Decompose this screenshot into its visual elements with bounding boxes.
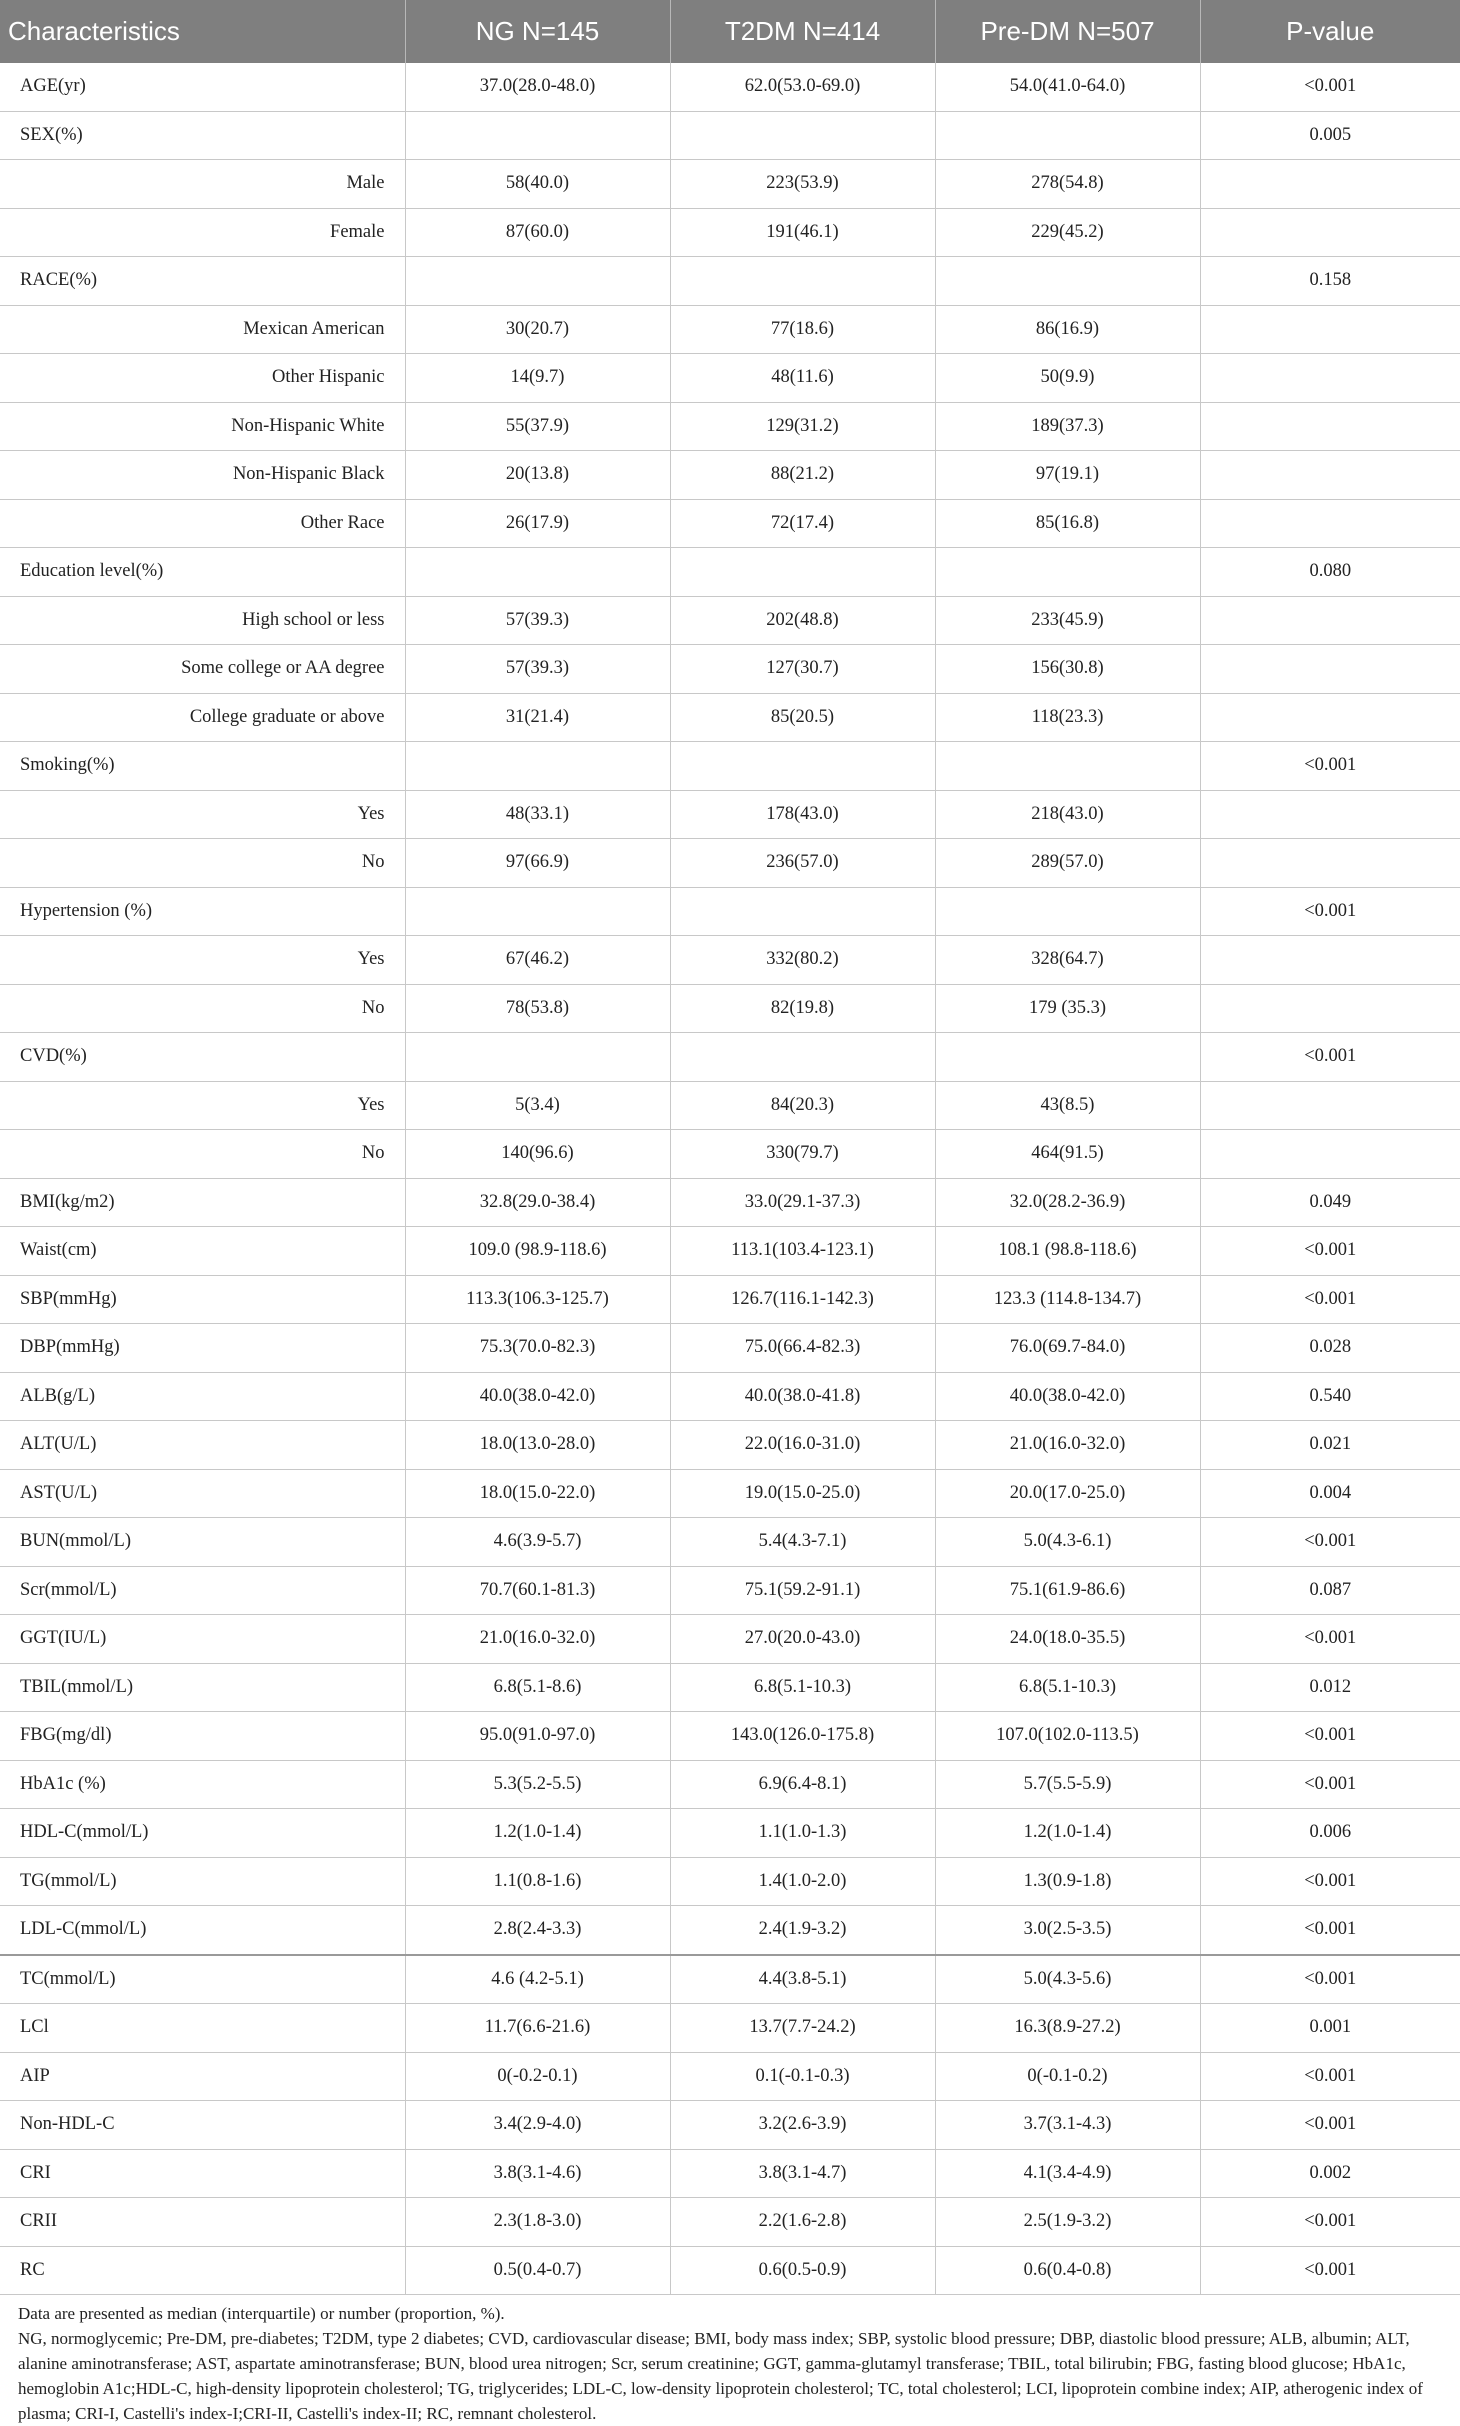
table-row bbox=[0, 1663, 1460, 1712]
characteristic-label: TC(mmol/L) bbox=[0, 1955, 405, 2004]
p-value-cell bbox=[1200, 839, 1460, 888]
p-value-cell: 0.002 bbox=[1200, 2149, 1460, 2198]
characteristic-label: Yes bbox=[0, 790, 405, 839]
characteristic-label: Some college or AA degree bbox=[0, 645, 405, 694]
pre-dm-value-cell bbox=[935, 548, 1200, 597]
ng-value-cell: 57(39.3) bbox=[405, 596, 670, 645]
ng-value-cell bbox=[405, 257, 670, 306]
p-value-cell: 0.005 bbox=[1200, 111, 1460, 160]
t2dm-value-cell bbox=[670, 742, 935, 791]
header-p-value: P-value bbox=[1200, 0, 1460, 63]
table-row bbox=[0, 2246, 1460, 2295]
ng-value-cell: 40.0(38.0-42.0) bbox=[405, 1372, 670, 1421]
pre-dm-value-cell bbox=[935, 257, 1200, 306]
footnote-abbreviations: NG, normoglycemic; Pre-DM, pre-diabetes; T2DM, type 2 diabetes; CVD, cardiovascular disease; BMI, body mass index; SBP, systolic blood pressure; DBP, diastolic blood pressure; ALB, albumin; ALT, alanine aminotransferase; AST, aspartate aminotransferase; BUN, blood urea nitrogen; Scr, serum creatinine; GGT, gamma-glutamyl transferase; TBIL, total bilirubin; FBG, fasting blood glucose; HbA1c, hemoglobin A1c;HDL-C, high-density lipoprotein cholesterol; TG, triglycerides; LDL-C, low-density lipoprotein cholesterol; TC, total cholesterol; LCI, lipoprotein combine index; AIP, atherogenic index of plasma; CRI-I, Castelli's index-I;CRI-II, Castelli's index-II; RC, remnant cholesterol. bbox=[18, 2329, 1423, 2423]
ng-value-cell: 70.7(60.1-81.3) bbox=[405, 1566, 670, 1615]
t2dm-value-cell: 332(80.2) bbox=[670, 936, 935, 985]
characteristic-label: ALT(U/L) bbox=[0, 1421, 405, 1470]
pre-dm-value-cell: 233(45.9) bbox=[935, 596, 1200, 645]
p-value-cell: <0.001 bbox=[1200, 1033, 1460, 1082]
characteristic-label: HDL-C(mmol/L) bbox=[0, 1809, 405, 1858]
ng-value-cell: 113.3(106.3-125.7) bbox=[405, 1275, 670, 1324]
t2dm-value-cell bbox=[670, 111, 935, 160]
characteristic-label: Non-HDL-C bbox=[0, 2101, 405, 2150]
t2dm-value-cell: 3.2(2.6-3.9) bbox=[670, 2101, 935, 2150]
p-value-cell bbox=[1200, 1130, 1460, 1179]
pre-dm-value-cell: 24.0(18.0-35.5) bbox=[935, 1615, 1200, 1664]
ng-value-cell: 97(66.9) bbox=[405, 839, 670, 888]
ng-value-cell: 78(53.8) bbox=[405, 984, 670, 1033]
pre-dm-value-cell: 328(64.7) bbox=[935, 936, 1200, 985]
p-value-cell bbox=[1200, 402, 1460, 451]
pre-dm-value-cell: 43(8.5) bbox=[935, 1081, 1200, 1130]
t2dm-value-cell: 75.1(59.2-91.1) bbox=[670, 1566, 935, 1615]
table-row bbox=[0, 1518, 1460, 1567]
table-row bbox=[0, 1421, 1460, 1470]
table-row bbox=[0, 257, 1460, 306]
characteristic-label: Waist(cm) bbox=[0, 1227, 405, 1276]
pre-dm-value-cell: 3.7(3.1-4.3) bbox=[935, 2101, 1200, 2150]
characteristic-label: CVD(%) bbox=[0, 1033, 405, 1082]
pre-dm-value-cell: 5.7(5.5-5.9) bbox=[935, 1760, 1200, 1809]
pre-dm-value-cell: 75.1(61.9-86.6) bbox=[935, 1566, 1200, 1615]
table-body bbox=[0, 63, 1460, 2295]
characteristic-label: DBP(mmHg) bbox=[0, 1324, 405, 1373]
p-value-cell bbox=[1200, 354, 1460, 403]
ng-value-cell: 67(46.2) bbox=[405, 936, 670, 985]
p-value-cell: <0.001 bbox=[1200, 1227, 1460, 1276]
table-row bbox=[0, 936, 1460, 985]
p-value-cell bbox=[1200, 451, 1460, 500]
table-row bbox=[0, 111, 1460, 160]
table-row bbox=[0, 1906, 1460, 1955]
pre-dm-value-cell: 0(-0.1-0.2) bbox=[935, 2052, 1200, 2101]
table-footnotes bbox=[0, 2295, 1460, 2426]
ng-value-cell: 4.6 (4.2-5.1) bbox=[405, 1955, 670, 2004]
characteristic-label: Other Race bbox=[0, 499, 405, 548]
ng-value-cell: 57(39.3) bbox=[405, 645, 670, 694]
characteristic-label: CRI bbox=[0, 2149, 405, 2198]
t2dm-value-cell: 0.1(-0.1-0.3) bbox=[670, 2052, 935, 2101]
table-row bbox=[0, 839, 1460, 888]
table-row bbox=[0, 645, 1460, 694]
t2dm-value-cell: 143.0(126.0-175.8) bbox=[670, 1712, 935, 1761]
p-value-cell bbox=[1200, 208, 1460, 257]
ng-value-cell: 18.0(15.0-22.0) bbox=[405, 1469, 670, 1518]
table-row bbox=[0, 354, 1460, 403]
characteristic-label: BMI(kg/m2) bbox=[0, 1178, 405, 1227]
table-row bbox=[0, 1275, 1460, 1324]
characteristic-label: ALB(g/L) bbox=[0, 1372, 405, 1421]
ng-value-cell: 6.8(5.1-8.6) bbox=[405, 1663, 670, 1712]
t2dm-value-cell: 191(46.1) bbox=[670, 208, 935, 257]
table-row bbox=[0, 63, 1460, 111]
table-row bbox=[0, 887, 1460, 936]
pre-dm-value-cell: 107.0(102.0-113.5) bbox=[935, 1712, 1200, 1761]
table-row bbox=[0, 1760, 1460, 1809]
p-value-cell: <0.001 bbox=[1200, 2246, 1460, 2295]
p-value-cell: 0.080 bbox=[1200, 548, 1460, 597]
p-value-cell: 0.028 bbox=[1200, 1324, 1460, 1373]
pre-dm-value-cell: 1.2(1.0-1.4) bbox=[935, 1809, 1200, 1858]
p-value-cell: <0.001 bbox=[1200, 1615, 1460, 1664]
ng-value-cell: 55(37.9) bbox=[405, 402, 670, 451]
ng-value-cell: 18.0(13.0-28.0) bbox=[405, 1421, 670, 1470]
t2dm-value-cell: 2.4(1.9-3.2) bbox=[670, 1906, 935, 1955]
ng-value-cell: 58(40.0) bbox=[405, 160, 670, 209]
t2dm-value-cell: 178(43.0) bbox=[670, 790, 935, 839]
t2dm-value-cell bbox=[670, 257, 935, 306]
header-t2dm: T2DM N=414 bbox=[670, 0, 935, 63]
p-value-cell: <0.001 bbox=[1200, 2101, 1460, 2150]
pre-dm-value-cell: 5.0(4.3-5.6) bbox=[935, 1955, 1200, 2004]
t2dm-value-cell: 88(21.2) bbox=[670, 451, 935, 500]
t2dm-value-cell: 1.1(1.0-1.3) bbox=[670, 1809, 935, 1858]
ng-value-cell: 1.2(1.0-1.4) bbox=[405, 1809, 670, 1858]
p-value-cell bbox=[1200, 936, 1460, 985]
characteristic-label: HbA1c (%) bbox=[0, 1760, 405, 1809]
characteristic-label: RACE(%) bbox=[0, 257, 405, 306]
p-value-cell bbox=[1200, 305, 1460, 354]
pre-dm-value-cell: 289(57.0) bbox=[935, 839, 1200, 888]
t2dm-value-cell: 330(79.7) bbox=[670, 1130, 935, 1179]
t2dm-value-cell: 127(30.7) bbox=[670, 645, 935, 694]
ng-value-cell: 30(20.7) bbox=[405, 305, 670, 354]
t2dm-value-cell: 72(17.4) bbox=[670, 499, 935, 548]
pre-dm-value-cell: 32.0(28.2-36.9) bbox=[935, 1178, 1200, 1227]
characteristic-label: RC bbox=[0, 2246, 405, 2295]
p-value-cell: 0.012 bbox=[1200, 1663, 1460, 1712]
ng-value-cell: 1.1(0.8-1.6) bbox=[405, 1857, 670, 1906]
ng-value-cell: 3.4(2.9-4.0) bbox=[405, 2101, 670, 2150]
pre-dm-value-cell: 179 (35.3) bbox=[935, 984, 1200, 1033]
ng-value-cell bbox=[405, 742, 670, 791]
table-row bbox=[0, 305, 1460, 354]
pre-dm-value-cell bbox=[935, 1033, 1200, 1082]
ng-value-cell: 2.8(2.4-3.3) bbox=[405, 1906, 670, 1955]
characteristic-label: AIP bbox=[0, 2052, 405, 2101]
pre-dm-value-cell: 156(30.8) bbox=[935, 645, 1200, 694]
characteristic-label: AGE(yr) bbox=[0, 63, 405, 111]
p-value-cell: <0.001 bbox=[1200, 2198, 1460, 2247]
table-row bbox=[0, 1566, 1460, 1615]
table-row bbox=[0, 548, 1460, 597]
pre-dm-value-cell: 97(19.1) bbox=[935, 451, 1200, 500]
ng-value-cell: 0.5(0.4-0.7) bbox=[405, 2246, 670, 2295]
pre-dm-value-cell: 189(37.3) bbox=[935, 402, 1200, 451]
t2dm-value-cell: 113.1(103.4-123.1) bbox=[670, 1227, 935, 1276]
characteristic-label: TBIL(mmol/L) bbox=[0, 1663, 405, 1712]
ng-value-cell: 32.8(29.0-38.4) bbox=[405, 1178, 670, 1227]
characteristic-label: Scr(mmol/L) bbox=[0, 1566, 405, 1615]
table-row bbox=[0, 1372, 1460, 1421]
t2dm-value-cell: 84(20.3) bbox=[670, 1081, 935, 1130]
t2dm-value-cell: 126.7(116.1-142.3) bbox=[670, 1275, 935, 1324]
table-row bbox=[0, 1130, 1460, 1179]
footnote-data-presentation: Data are presented as median (interquartile) or number (proportion, %). bbox=[18, 2304, 505, 2323]
characteristic-label: Non-Hispanic Black bbox=[0, 451, 405, 500]
pre-dm-value-cell: 464(91.5) bbox=[935, 1130, 1200, 1179]
table-row bbox=[0, 1324, 1460, 1373]
characteristic-label: Yes bbox=[0, 1081, 405, 1130]
table-header bbox=[0, 0, 1460, 63]
p-value-cell bbox=[1200, 984, 1460, 1033]
table-row bbox=[0, 451, 1460, 500]
characteristic-label: High school or less bbox=[0, 596, 405, 645]
t2dm-value-cell: 13.7(7.7-24.2) bbox=[670, 2004, 935, 2053]
table-row bbox=[0, 596, 1460, 645]
pre-dm-value-cell: 229(45.2) bbox=[935, 208, 1200, 257]
characteristic-label: No bbox=[0, 984, 405, 1033]
pre-dm-value-cell bbox=[935, 111, 1200, 160]
table-row bbox=[0, 1178, 1460, 1227]
ng-value-cell: 20(13.8) bbox=[405, 451, 670, 500]
ng-value-cell: 14(9.7) bbox=[405, 354, 670, 403]
characteristic-label: LCl bbox=[0, 2004, 405, 2053]
t2dm-value-cell: 4.4(3.8-5.1) bbox=[670, 1955, 935, 2004]
characteristic-label: FBG(mg/dl) bbox=[0, 1712, 405, 1761]
table-row bbox=[0, 1469, 1460, 1518]
table-row bbox=[0, 693, 1460, 742]
table-row bbox=[0, 1081, 1460, 1130]
t2dm-value-cell: 202(48.8) bbox=[670, 596, 935, 645]
p-value-cell bbox=[1200, 693, 1460, 742]
p-value-cell: 0.021 bbox=[1200, 1421, 1460, 1470]
ng-value-cell: 0(-0.2-0.1) bbox=[405, 2052, 670, 2101]
characteristic-label: CRII bbox=[0, 2198, 405, 2247]
pre-dm-value-cell: 2.5(1.9-3.2) bbox=[935, 2198, 1200, 2247]
p-value-cell: 0.001 bbox=[1200, 2004, 1460, 2053]
pre-dm-value-cell: 54.0(41.0-64.0) bbox=[935, 63, 1200, 111]
t2dm-value-cell: 19.0(15.0-25.0) bbox=[670, 1469, 935, 1518]
pre-dm-value-cell bbox=[935, 887, 1200, 936]
t2dm-value-cell: 236(57.0) bbox=[670, 839, 935, 888]
ng-value-cell: 75.3(70.0-82.3) bbox=[405, 1324, 670, 1373]
t2dm-value-cell: 2.2(1.6-2.8) bbox=[670, 2198, 935, 2247]
pre-dm-value-cell: 86(16.9) bbox=[935, 305, 1200, 354]
ng-value-cell: 5(3.4) bbox=[405, 1081, 670, 1130]
pre-dm-value-cell: 118(23.3) bbox=[935, 693, 1200, 742]
pre-dm-value-cell: 123.3 (114.8-134.7) bbox=[935, 1275, 1200, 1324]
p-value-cell bbox=[1200, 645, 1460, 694]
t2dm-value-cell: 82(19.8) bbox=[670, 984, 935, 1033]
p-value-cell bbox=[1200, 790, 1460, 839]
t2dm-value-cell: 62.0(53.0-69.0) bbox=[670, 63, 935, 111]
characteristic-label: College graduate or above bbox=[0, 693, 405, 742]
p-value-cell: <0.001 bbox=[1200, 1712, 1460, 1761]
table-row bbox=[0, 1955, 1460, 2004]
t2dm-value-cell: 77(18.6) bbox=[670, 305, 935, 354]
pre-dm-value-cell: 108.1 (98.8-118.6) bbox=[935, 1227, 1200, 1276]
t2dm-value-cell bbox=[670, 1033, 935, 1082]
pre-dm-value-cell: 76.0(69.7-84.0) bbox=[935, 1324, 1200, 1373]
ng-value-cell: 48(33.1) bbox=[405, 790, 670, 839]
p-value-cell bbox=[1200, 1081, 1460, 1130]
p-value-cell: <0.001 bbox=[1200, 1906, 1460, 1955]
pre-dm-value-cell: 40.0(38.0-42.0) bbox=[935, 1372, 1200, 1421]
t2dm-value-cell: 85(20.5) bbox=[670, 693, 935, 742]
table-row bbox=[0, 984, 1460, 1033]
p-value-cell: <0.001 bbox=[1200, 63, 1460, 111]
p-value-cell: <0.001 bbox=[1200, 1955, 1460, 2004]
ng-value-cell: 140(96.6) bbox=[405, 1130, 670, 1179]
characteristic-label: GGT(IU/L) bbox=[0, 1615, 405, 1664]
table-row bbox=[0, 208, 1460, 257]
table-row bbox=[0, 402, 1460, 451]
pre-dm-value-cell: 85(16.8) bbox=[935, 499, 1200, 548]
table-row bbox=[0, 1857, 1460, 1906]
ng-value-cell: 11.7(6.6-21.6) bbox=[405, 2004, 670, 2053]
p-value-cell bbox=[1200, 499, 1460, 548]
ng-value-cell: 5.3(5.2-5.5) bbox=[405, 1760, 670, 1809]
p-value-cell: <0.001 bbox=[1200, 742, 1460, 791]
pre-dm-value-cell: 21.0(16.0-32.0) bbox=[935, 1421, 1200, 1470]
header-ng: NG N=145 bbox=[405, 0, 670, 63]
ng-value-cell bbox=[405, 548, 670, 597]
pre-dm-value-cell: 16.3(8.9-27.2) bbox=[935, 2004, 1200, 2053]
pre-dm-value-cell: 50(9.9) bbox=[935, 354, 1200, 403]
characteristic-label: BUN(mmol/L) bbox=[0, 1518, 405, 1567]
characteristic-label: SBP(mmHg) bbox=[0, 1275, 405, 1324]
table-row bbox=[0, 1809, 1460, 1858]
t2dm-value-cell: 27.0(20.0-43.0) bbox=[670, 1615, 935, 1664]
table-row bbox=[0, 1033, 1460, 1082]
t2dm-value-cell bbox=[670, 548, 935, 597]
pre-dm-value-cell: 5.0(4.3-6.1) bbox=[935, 1518, 1200, 1567]
characteristic-label: Smoking(%) bbox=[0, 742, 405, 791]
table-row bbox=[0, 790, 1460, 839]
p-value-cell: <0.001 bbox=[1200, 1760, 1460, 1809]
t2dm-value-cell: 40.0(38.0-41.8) bbox=[670, 1372, 935, 1421]
t2dm-value-cell: 3.8(3.1-4.7) bbox=[670, 2149, 935, 2198]
ng-value-cell: 2.3(1.8-3.0) bbox=[405, 2198, 670, 2247]
ng-value-cell: 21.0(16.0-32.0) bbox=[405, 1615, 670, 1664]
characteristic-label: Male bbox=[0, 160, 405, 209]
p-value-cell bbox=[1200, 160, 1460, 209]
pre-dm-value-cell: 3.0(2.5-3.5) bbox=[935, 1906, 1200, 1955]
pre-dm-value-cell: 1.3(0.9-1.8) bbox=[935, 1857, 1200, 1906]
characteristic-label: Yes bbox=[0, 936, 405, 985]
table-row bbox=[0, 2198, 1460, 2247]
characteristic-label: Hypertension (%) bbox=[0, 887, 405, 936]
t2dm-value-cell: 223(53.9) bbox=[670, 160, 935, 209]
t2dm-value-cell: 5.4(4.3-7.1) bbox=[670, 1518, 935, 1567]
t2dm-value-cell: 48(11.6) bbox=[670, 354, 935, 403]
pre-dm-value-cell: 0.6(0.4-0.8) bbox=[935, 2246, 1200, 2295]
table-row bbox=[0, 1227, 1460, 1276]
p-value-cell: 0.006 bbox=[1200, 1809, 1460, 1858]
table-row bbox=[0, 2101, 1460, 2150]
t2dm-value-cell: 6.9(6.4-8.1) bbox=[670, 1760, 935, 1809]
ng-value-cell: 31(21.4) bbox=[405, 693, 670, 742]
table-row bbox=[0, 499, 1460, 548]
p-value-cell bbox=[1200, 596, 1460, 645]
ng-value-cell: 4.6(3.9-5.7) bbox=[405, 1518, 670, 1567]
characteristic-label: Other Hispanic bbox=[0, 354, 405, 403]
p-value-cell: <0.001 bbox=[1200, 2052, 1460, 2101]
ng-value-cell: 3.8(3.1-4.6) bbox=[405, 2149, 670, 2198]
ng-value-cell: 109.0 (98.9-118.6) bbox=[405, 1227, 670, 1276]
p-value-cell: 0.158 bbox=[1200, 257, 1460, 306]
characteristic-label: SEX(%) bbox=[0, 111, 405, 160]
ng-value-cell: 37.0(28.0-48.0) bbox=[405, 63, 670, 111]
characteristic-label: LDL-C(mmol/L) bbox=[0, 1906, 405, 1955]
table-row bbox=[0, 1615, 1460, 1664]
table-row bbox=[0, 742, 1460, 791]
characteristic-label: Female bbox=[0, 208, 405, 257]
table-row bbox=[0, 2052, 1460, 2101]
characteristic-label: Education level(%) bbox=[0, 548, 405, 597]
characteristic-label: Mexican American bbox=[0, 305, 405, 354]
p-value-cell: <0.001 bbox=[1200, 1275, 1460, 1324]
characteristic-label: No bbox=[0, 839, 405, 888]
p-value-cell: 0.049 bbox=[1200, 1178, 1460, 1227]
p-value-cell: <0.001 bbox=[1200, 1518, 1460, 1567]
header-pre-dm: Pre-DM N=507 bbox=[935, 0, 1200, 63]
t2dm-value-cell: 33.0(29.1-37.3) bbox=[670, 1178, 935, 1227]
ng-value-cell bbox=[405, 111, 670, 160]
characteristic-label: No bbox=[0, 1130, 405, 1179]
t2dm-value-cell bbox=[670, 887, 935, 936]
pre-dm-value-cell: 4.1(3.4-4.9) bbox=[935, 2149, 1200, 2198]
p-value-cell: 0.004 bbox=[1200, 1469, 1460, 1518]
characteristic-label: Non-Hispanic White bbox=[0, 402, 405, 451]
t2dm-value-cell: 129(31.2) bbox=[670, 402, 935, 451]
pre-dm-value-cell bbox=[935, 742, 1200, 791]
table-row bbox=[0, 160, 1460, 209]
p-value-cell: 0.540 bbox=[1200, 1372, 1460, 1421]
pre-dm-value-cell: 218(43.0) bbox=[935, 790, 1200, 839]
pre-dm-value-cell: 20.0(17.0-25.0) bbox=[935, 1469, 1200, 1518]
p-value-cell: <0.001 bbox=[1200, 887, 1460, 936]
t2dm-value-cell: 75.0(66.4-82.3) bbox=[670, 1324, 935, 1373]
p-value-cell: <0.001 bbox=[1200, 1857, 1460, 1906]
ng-value-cell: 95.0(91.0-97.0) bbox=[405, 1712, 670, 1761]
table-row bbox=[0, 2149, 1460, 2198]
pre-dm-value-cell: 278(54.8) bbox=[935, 160, 1200, 209]
ng-value-cell: 87(60.0) bbox=[405, 208, 670, 257]
pre-dm-value-cell: 6.8(5.1-10.3) bbox=[935, 1663, 1200, 1712]
t2dm-value-cell: 6.8(5.1-10.3) bbox=[670, 1663, 935, 1712]
header-row bbox=[0, 0, 1460, 63]
characteristic-label: AST(U/L) bbox=[0, 1469, 405, 1518]
ng-value-cell bbox=[405, 1033, 670, 1082]
t2dm-value-cell: 1.4(1.0-2.0) bbox=[670, 1857, 935, 1906]
ng-value-cell bbox=[405, 887, 670, 936]
characteristic-label: TG(mmol/L) bbox=[0, 1857, 405, 1906]
t2dm-value-cell: 22.0(16.0-31.0) bbox=[670, 1421, 935, 1470]
table-row bbox=[0, 2004, 1460, 2053]
header-characteristics: Characteristics bbox=[0, 0, 405, 63]
table-row bbox=[0, 1712, 1460, 1761]
t2dm-value-cell: 0.6(0.5-0.9) bbox=[670, 2246, 935, 2295]
p-value-cell: 0.087 bbox=[1200, 1566, 1460, 1615]
ng-value-cell: 26(17.9) bbox=[405, 499, 670, 548]
